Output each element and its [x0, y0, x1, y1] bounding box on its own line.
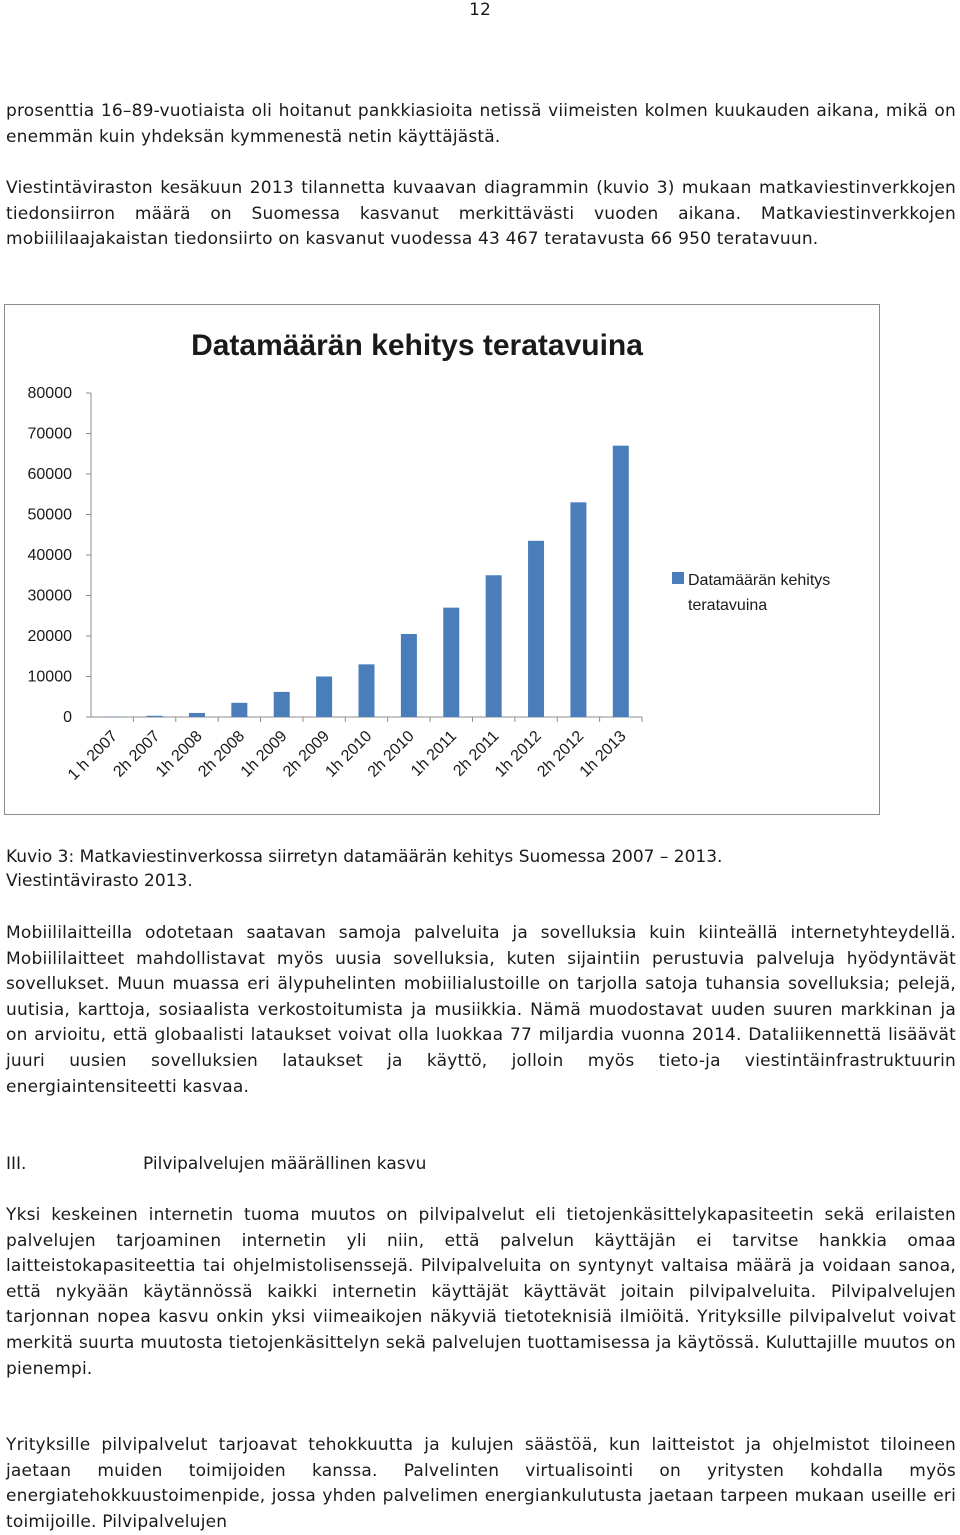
x-tick-label: 2h 2009 [280, 727, 333, 781]
caption-line-2: Viestintävirasto 2013. [6, 871, 193, 891]
x-tick-label: 1h 2010 [322, 727, 376, 781]
paragraph-mobile-data: Viestintäviraston kesäkuun 2013 tilannetta kuvaavan diagrammin (kuvio 3) mukaan matkaviestinverkkojen tiedonsiirron määrä on Suomessa kasvanut merkittävästi vuoden aikana. Matkaviestinverkkojen mobiililaajakaistan tiedonsiirto on kasvanut vuodessa 43 467 teratavusta 66 950 teratavuun. [6, 178, 956, 250]
page-number: 12 [469, 0, 491, 20]
paragraph-cloud-business: Yrityksille pilvipalvelut tarjoavat tehokkuutta ja kulujen säästöä, kun laitteistot ja ohjelmistot tiloineen jaetaan muiden toimijoiden kanssa. Palvelinten virtualisointi on yritysten kohdalla myös energiatehokkuustoimenpide, jossa yhden palvelimen energiankulutusta jaetaan tarpeen mukaan useille eri toimijoille. Pilvipalvelujen [6, 1435, 956, 1532]
bar [359, 664, 375, 717]
figure-caption [6, 845, 956, 893]
chart-canvas [5, 305, 881, 816]
x-tick-label: 1 h 2007 [64, 727, 122, 784]
paragraph-banking: prosenttia 16–89-vuotiaista oli hoitanut pankkiasioita netissä viimeisten kolmen kuukauden aikana, mikä on enemmän kuin yhdeksän kymmenestä netin käyttäjästä. [6, 101, 956, 147]
bar [570, 502, 586, 717]
bar [486, 575, 502, 717]
x-tick-label: 1h 2009 [237, 727, 291, 781]
x-tick-label: 1h 2011 [408, 727, 461, 780]
data-volume-chart [4, 304, 880, 815]
chart-title: Datamäärän kehitys teratavuina [191, 329, 643, 362]
caption-line-1: Kuvio 3: Matkaviestinverkossa siirretyn datamäärän kehitys Suomessa 2007 – 2013. [6, 847, 723, 867]
bar [274, 692, 290, 717]
bar [528, 541, 544, 717]
paragraph-mobile-apps: Mobiililaitteilla odotetaan saatavan samoja palveluita ja sovelluksia kuin kiinteällä internetyhteydellä. Mobiililaitteet mahdollistavat myös uusia sovelluksia, kuten sijaintiin perustuvia palveluja hyödyntävät sovellukset. Muun muassa eri älypuhelinten mobiilialustoille on tarjolla satoja tuhansia sovelluksia; pelejä, uutisia, karttoja, sosiaalista verkostoitumista ja musiikkia. Nämä muodostavat uuden suuren markkinan ja on arvioitu, että globaalisti lataukset voivat olla luokkaa 77 miljardia vuonna 2014. Dataliikennettä lisäävät juuri uusien sovelluksien lataukset ja käyttö, jolloin myös tieto-ja viestintäinfrastruktuurin energiaintensiteetti kasvaa. [6, 923, 956, 1097]
y-tick-label: 10000 [27, 668, 72, 686]
y-tick-label: 50000 [27, 506, 72, 524]
x-tick-label: 2h 2012 [534, 727, 588, 781]
legend-label: Datamäärän kehitys teratavuina [688, 572, 831, 614]
bar [401, 634, 417, 717]
x-tick-label: 2h 2010 [364, 727, 418, 781]
bar [189, 713, 205, 717]
x-tick-label: 1h 2013 [576, 727, 630, 781]
x-tick-label: 1h 2008 [152, 727, 206, 781]
y-tick-label: 0 [63, 709, 72, 726]
bar [147, 716, 163, 717]
y-tick-label: 40000 [27, 547, 72, 564]
section-number: III. [6, 1154, 27, 1174]
x-tick-label: 2h 2007 [110, 727, 164, 781]
x-tick-label: 2h 2011 [450, 727, 503, 780]
y-tick-label: 70000 [27, 425, 72, 443]
x-tick-label: 2h 2008 [195, 727, 249, 781]
bar [316, 677, 332, 718]
bar [104, 717, 120, 718]
y-tick-label: 30000 [27, 587, 72, 605]
y-tick-label: 20000 [27, 628, 72, 645]
section-heading: Pilvipalvelujen määrällinen kasvu [143, 1154, 427, 1174]
legend-swatch [672, 572, 684, 584]
paragraph-cloud-services: Yksi keskeinen internetin tuoma muutos on pilvipalvelut eli tietojenkäsittelykapasiteetin sekä erilaisten palvelujen tarjoaminen internetin yli niin, että palvelun käyttäjän ei tarvitse hankkia omaa laitteistokapasiteettia tai ohjelmistolisenssejä. Pilvipalveluita on syntynyt valtaisa määrä ja voidaan sanoa, että nykyään käytännössä kaikki internetin käyttäjät käyttävät joitain pilvipalveluita. Pilvipalvelujen tarjonnan nopea kasvu onkin yksi viimeaikojen näkyviä tietoteknisiä ilmiöitä. Yrityksille pilvipalvelut voivat merkitä suurta muutosta tietojenkäsittelyn sekä palvelujen tuottamisessa ja käytössä. Kuluttajille muutos on pienempi. [6, 1205, 956, 1379]
bar [613, 446, 629, 717]
x-tick-label: 1h 2012 [491, 727, 545, 781]
bar [443, 608, 459, 717]
y-tick-label: 60000 [27, 466, 72, 483]
bar [231, 703, 247, 717]
y-tick-label: 80000 [27, 385, 72, 402]
